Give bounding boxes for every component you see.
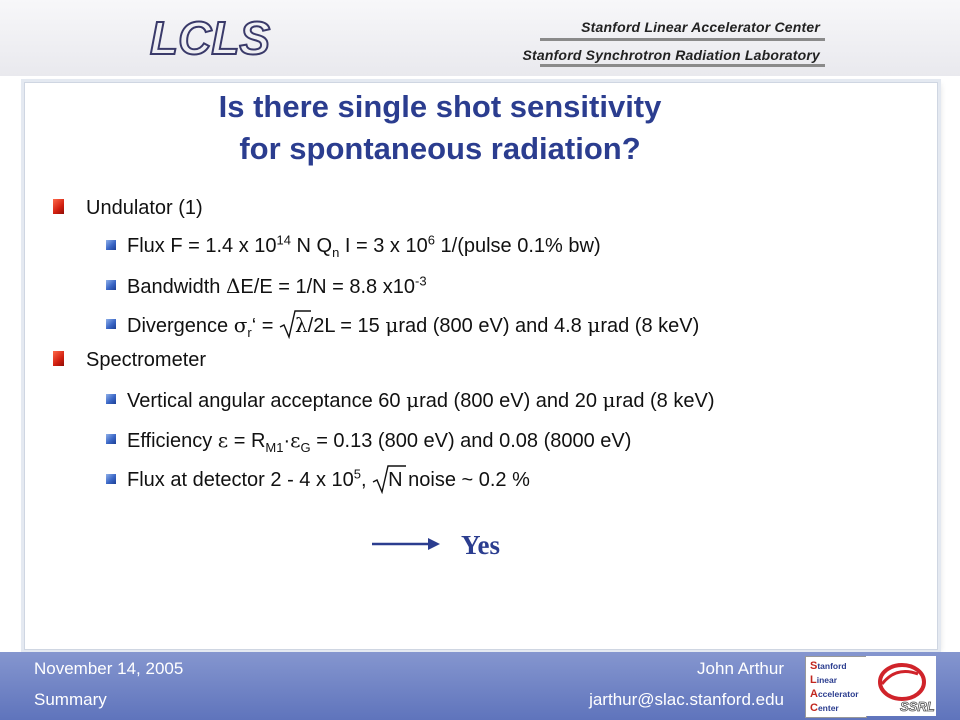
text: = 0.13 (800 eV) and 0.08 (8000 eV) [310, 430, 632, 452]
footer-section: Summary [34, 690, 107, 709]
list-item-flux [127, 233, 601, 259]
epsilon-symbol: ε [217, 428, 229, 452]
bullet-level1-icon [53, 199, 64, 214]
arrow-right-icon [372, 536, 440, 552]
text: rad (8 keV) [615, 390, 715, 412]
text: , [361, 469, 373, 491]
ssrl-logo-text: SSRL [900, 699, 935, 714]
text: rad (800 eV) and 20 [419, 390, 603, 412]
epsilon-symbol: ε [290, 428, 301, 452]
list-item-acceptance [127, 387, 714, 414]
footer-author: John Arthur [697, 659, 784, 678]
list-item-divergence [127, 312, 699, 339]
footer-date: November 14, 2005 [34, 659, 184, 678]
superscript: -3 [414, 273, 427, 289]
subscript: r [247, 325, 252, 340]
text: rad (8 keV) [600, 315, 700, 337]
sigma-symbol: σ [233, 313, 248, 337]
slac-initial: C [810, 702, 818, 714]
subscript: n [332, 245, 340, 260]
bullet-level1-icon [53, 351, 64, 366]
slac-logo-line: Accelerator [810, 688, 859, 700]
text: /2L = 15 [307, 315, 386, 337]
text: ‘ = [251, 315, 279, 337]
dot-operator: · [283, 430, 291, 452]
page-title [0, 86, 880, 170]
text: Vertical angular acceptance 60 [127, 390, 407, 412]
slac-logo-line: Stanford [810, 660, 847, 672]
lcls-logo [132, 10, 282, 68]
text: Divergence [127, 315, 234, 337]
slac-logo-line: Center [810, 702, 839, 714]
bullet-level2-icon [106, 394, 116, 404]
slac-logo-line: Linear [810, 674, 838, 686]
org-slac: Stanford Linear Accelerator Center [581, 19, 820, 35]
bullet-level2-icon [106, 319, 116, 329]
superscript: 6 [427, 232, 435, 248]
slac-logo [805, 656, 867, 718]
mu-symbol: μ [602, 388, 616, 412]
slac-initial: S [810, 660, 818, 672]
sqrt-radical [279, 312, 308, 339]
superscript: 5 [353, 466, 362, 482]
ssrl-logo [866, 656, 936, 716]
text: Bandwidth [127, 276, 226, 298]
bullet-level2-icon [106, 240, 116, 250]
text: N Q [290, 235, 333, 257]
org-divider [540, 64, 825, 67]
list-item-efficiency [127, 427, 631, 454]
text: Flux F = 1.4 x 10 [127, 235, 277, 257]
sqrt-radical [372, 467, 402, 493]
superscript: 14 [276, 232, 291, 248]
text: N [388, 469, 403, 491]
org-divider [540, 38, 825, 41]
list-item-bandwidth [127, 273, 427, 300]
delta-symbol: Δ [225, 274, 241, 298]
logo-text: LCLS [150, 12, 271, 64]
mu-symbol: μ [587, 313, 601, 337]
text: Flux at detector 2 - 4 x 10 [127, 469, 354, 491]
mu-symbol: μ [385, 313, 399, 337]
bullet-level2-icon [106, 474, 116, 484]
sqrt-icon [279, 309, 311, 339]
conclusion-yes: Yes [461, 530, 500, 560]
list-item-undulator: Undulator (1) [86, 197, 203, 219]
title-line-1: Is there single shot sensitivity [218, 89, 662, 124]
org-ssrl: Stanford Synchrotron Radiation Laboratory [522, 47, 820, 63]
sqrt-icon [372, 464, 406, 494]
text: noise ~ 0.2 % [402, 469, 530, 491]
text: Efficiency [127, 430, 218, 452]
list-item-detector-flux [127, 467, 530, 493]
list-item-spectrometer: Spectrometer [86, 349, 207, 371]
slac-initial: L [810, 674, 817, 686]
slac-initial: A [810, 688, 818, 700]
subscript: G [300, 440, 311, 455]
mu-symbol: μ [406, 388, 420, 412]
bullet-level2-icon [106, 280, 116, 290]
subscript: M1 [265, 440, 284, 455]
text: rad (800 eV) and 4.8 [398, 315, 588, 337]
title-line-2: for spontaneous radiation? [239, 131, 641, 166]
bullet-level2-icon [106, 434, 116, 444]
footer-email: jarthur@slac.stanford.edu [589, 690, 784, 709]
text: = R [228, 430, 266, 452]
lambda-symbol: λ [294, 313, 308, 337]
text: 1/(pulse 0.1% bw) [434, 235, 601, 257]
text: I = 3 x 10 [339, 235, 428, 257]
text: E/E = 1/N = 8.8 x10 [240, 276, 415, 298]
